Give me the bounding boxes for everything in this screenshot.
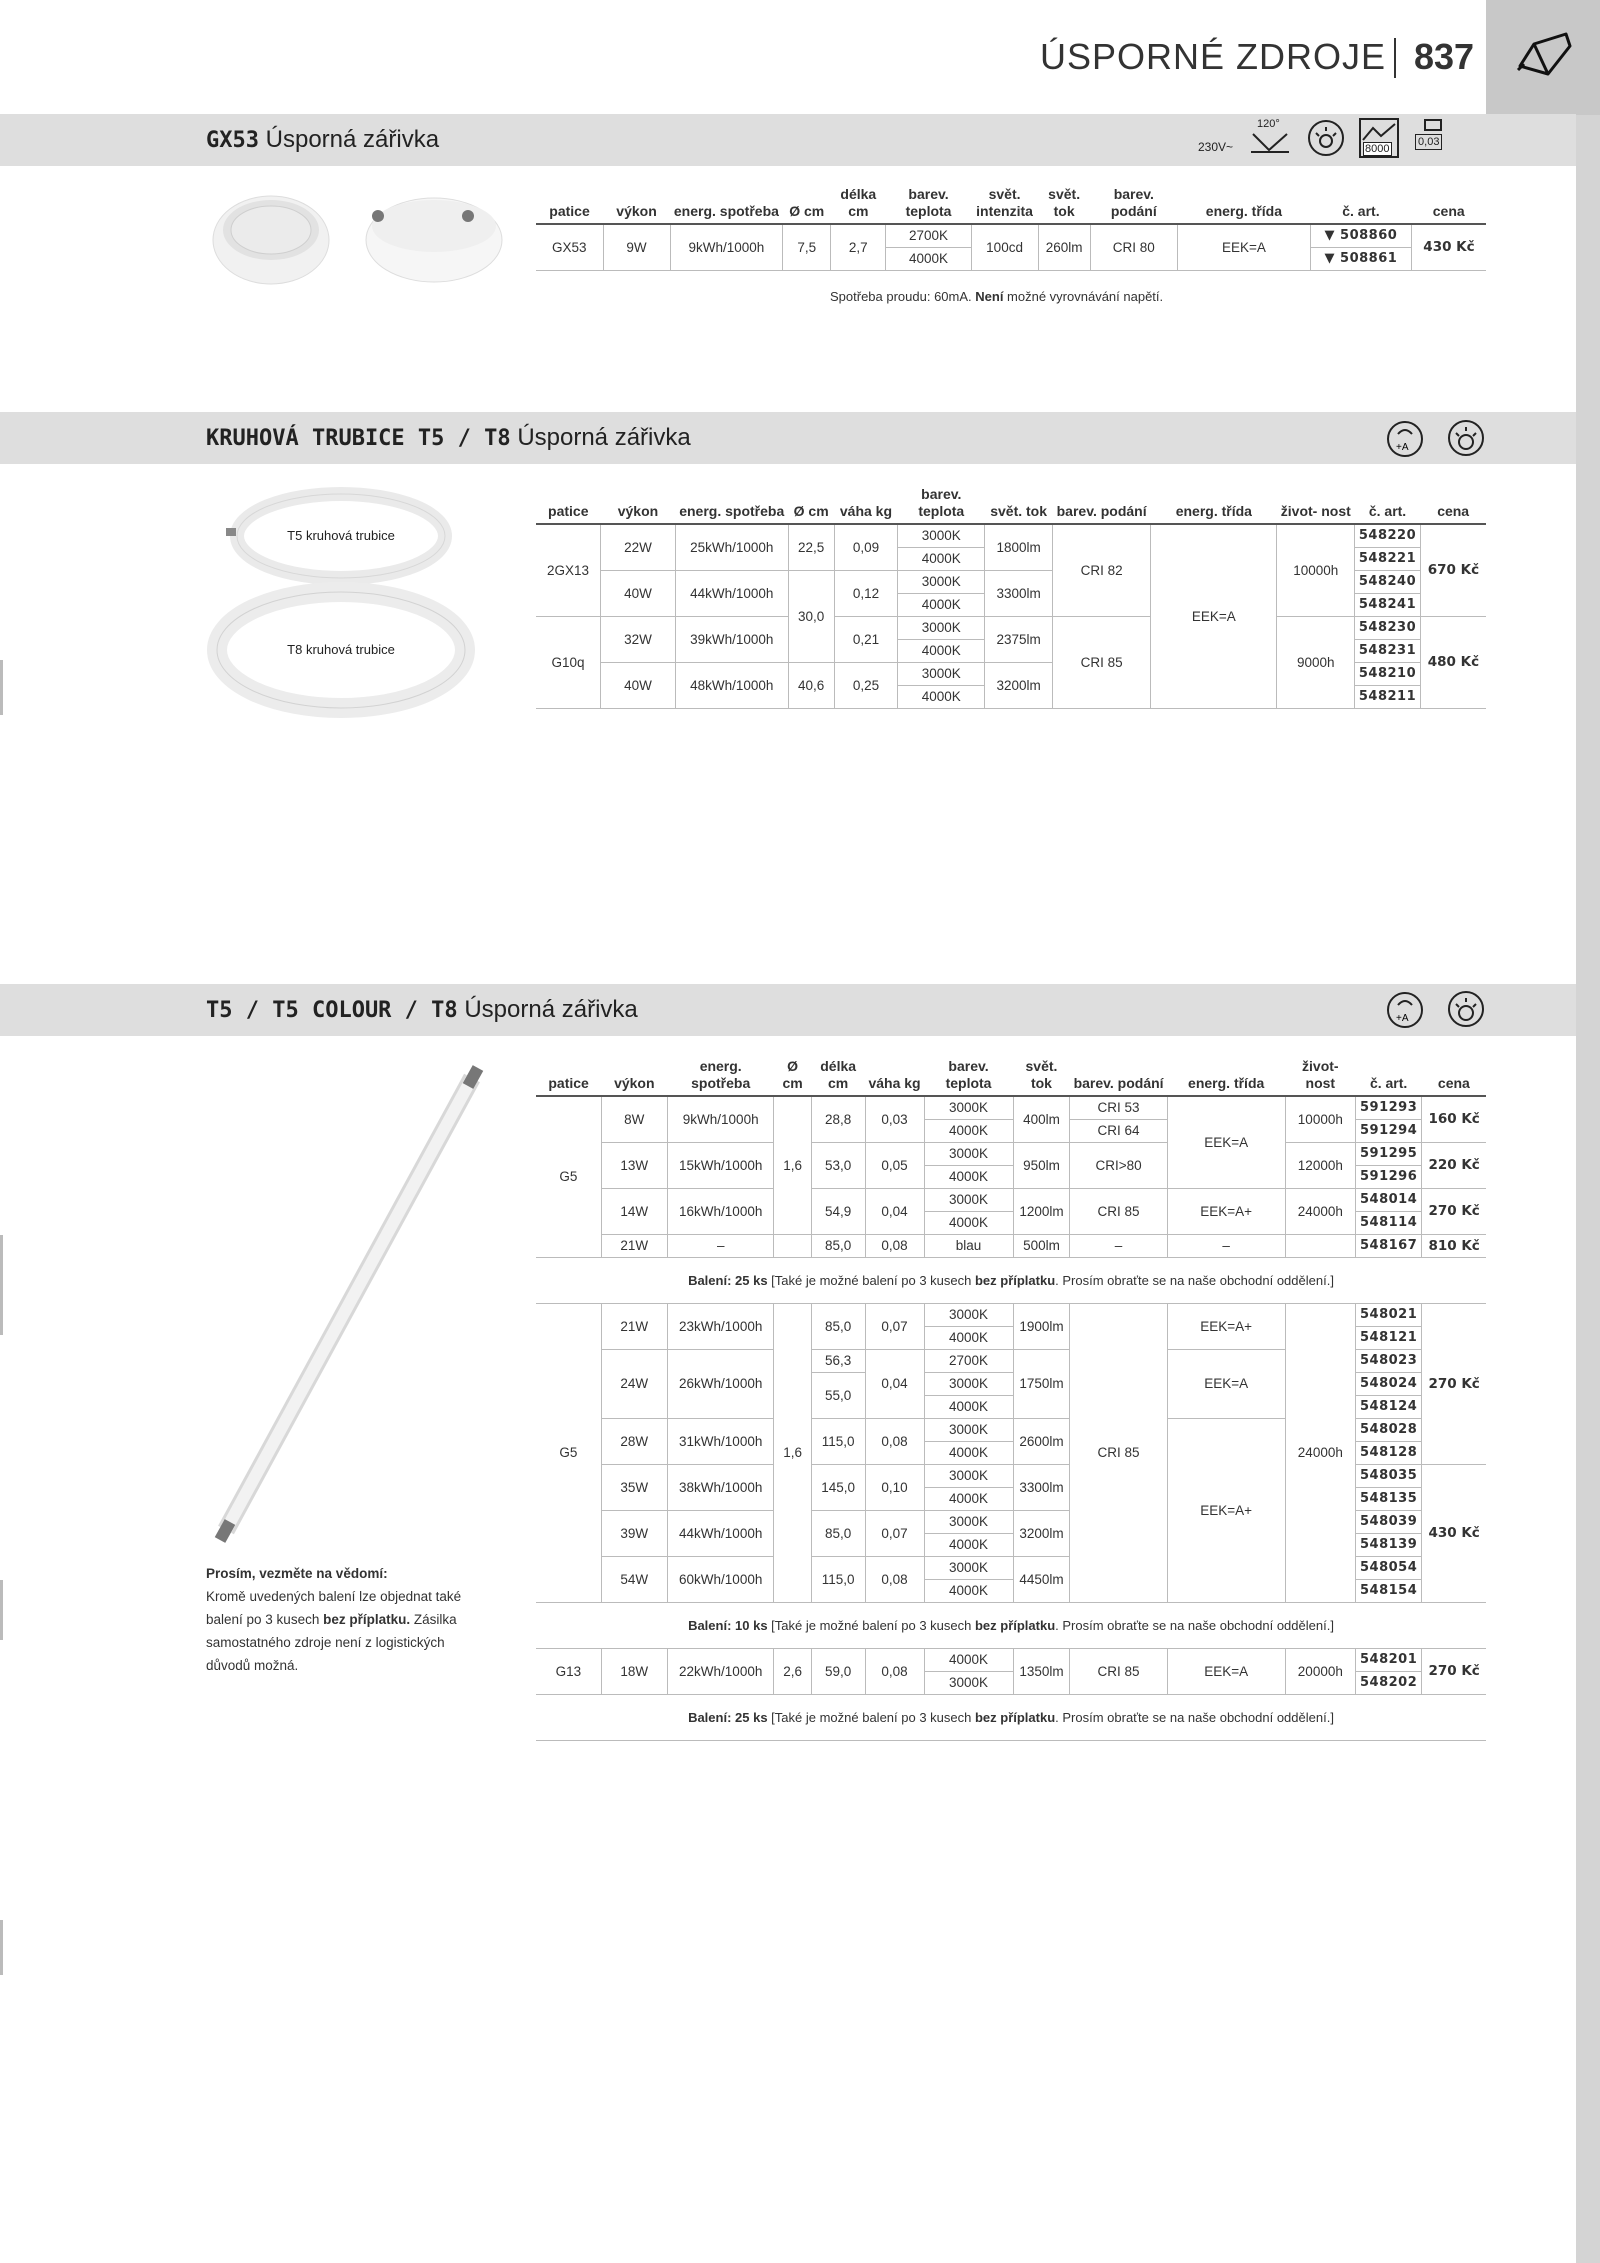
page-title: ÚSPORNÉ ZDROJE bbox=[1039, 36, 1386, 77]
table-row: 24W 26kWh/1000h 56,3 0,04 2700K 1750lm EEK=A 548023 bbox=[536, 1349, 1486, 1372]
voltage-label: 230V~ bbox=[1198, 140, 1234, 154]
side-mark bbox=[0, 1920, 3, 1975]
gx53-spec-table bbox=[536, 184, 1486, 271]
table-header: patice výkon energ. spotřeba Ø cm délka cm barev. teplota svět. intenzita svět. tok barev. podání energ. třída č. art. cena bbox=[536, 184, 1486, 224]
side-mark bbox=[0, 1235, 3, 1335]
table-row: 4000K 548121 bbox=[536, 1326, 1486, 1349]
table-row: 4000K 591296 bbox=[536, 1165, 1486, 1188]
table-row: 4000K 548231 bbox=[536, 639, 1486, 662]
product-icons bbox=[1198, 118, 1453, 158]
section-title: T5 / T5 COLOUR / T8 Úsporná zářivka bbox=[206, 996, 638, 1023]
page-edge bbox=[1576, 0, 1600, 2263]
linear-tube-image bbox=[206, 1064, 496, 1544]
table-note-row: Balení: 25 ks [Také je možné balení po 3 kusech bez příplatku. Prosím obraťte se na naše obchodní oddělení.] bbox=[536, 1694, 1486, 1740]
table-row: 35W 38kWh/1000h 145,0 0,10 3000K 3300lm 548035 430 Kč bbox=[536, 1464, 1486, 1487]
table-note-row: Balení: 25 ks [Také je možné balení po 3 kusech bez příplatku. Prosím obraťte se na naše obchodní oddělení.] bbox=[536, 1257, 1486, 1303]
section-title: KRUHOVÁ TRUBICE T5 / T8 Úsporná zářivka bbox=[206, 424, 691, 451]
dimmable-icon bbox=[1386, 420, 1424, 458]
table-row: 4000K 548128 bbox=[536, 1441, 1486, 1464]
section-header-circular bbox=[0, 412, 1576, 464]
section-header-t5-t8 bbox=[0, 984, 1576, 1036]
table-row: 4000K 548124 bbox=[536, 1395, 1486, 1418]
circular-spec-table bbox=[536, 484, 1486, 709]
gx53-note: Spotřeba proudu: 60mA. Není možné vyrovnávání napětí. bbox=[830, 289, 1164, 304]
table-row: G5 8W 9kWh/1000h 1,6 28,8 0,03 3000K 400lm CRI 53 EEK=A 10000h 591293 160 Kč bbox=[536, 1096, 1486, 1119]
side-mark bbox=[0, 1580, 3, 1640]
section-title: GX53 Úsporná zářivka bbox=[206, 126, 440, 153]
table-row: 4000K 548139 bbox=[536, 1533, 1486, 1556]
new-marker-icon: ▼ bbox=[1324, 251, 1341, 266]
table-header: patice výkon energ. spotřeba Ø cm délka cm váha kg barev. teplota svět. tok barev. podání energ. třída život- nost č. art. cena bbox=[536, 1056, 1486, 1096]
corner-tab bbox=[1486, 0, 1600, 115]
svg-text:+A: +A bbox=[1396, 442, 1409, 453]
table-row: GX53 9W 9kWh/1000h 7,5 2,7 2700K 100cd 260lm CRI 80 EEK=A ▼ 508860 430 Kč bbox=[536, 224, 1486, 247]
table-row: 4000K 548211 bbox=[536, 685, 1486, 708]
table-row: 40W 44kWh/1000h 30,0 0,12 3000K 3300lm 548240 bbox=[536, 570, 1486, 593]
table-row: G10q 32W 39kWh/1000h 0,21 3000K 2375lm CRI 85 9000h 548230 480 Kč bbox=[536, 616, 1486, 639]
table-row: 28W 31kWh/1000h 115,0 0,08 3000K 2600lm EEK=A+ 548028 bbox=[536, 1418, 1486, 1441]
table-row: 14W 16kWh/1000h 54,9 0,04 3000K 1200lm CRI 85 EEK=A+ 24000h 548014 270 Kč bbox=[536, 1188, 1486, 1211]
table-row: 21W – 85,0 0,08 blau 500lm – – 548167 810 Kč bbox=[536, 1234, 1486, 1257]
lifetime-icon: 8000 bbox=[1359, 118, 1399, 158]
dimmable-icon bbox=[1386, 991, 1424, 1029]
bulb-glow-icon bbox=[1307, 119, 1345, 157]
title-divider bbox=[1394, 38, 1396, 78]
side-mark bbox=[0, 660, 3, 715]
table-row: 13W 15kWh/1000h 53,0 0,05 3000K 950lm CRI>80 12000h 591295 220 Kč bbox=[536, 1142, 1486, 1165]
table-row: G13 18W 22kWh/1000h 2,6 59,0 0,08 4000K 1350lm CRI 85 EEK=A 20000h 548201 270 Kč bbox=[536, 1648, 1486, 1671]
standby-power-icon: 0,03 bbox=[1413, 118, 1453, 158]
beam-angle-icon: 120° bbox=[1247, 118, 1293, 158]
table-header: patice výkon energ. spotřeba Ø cm váha kg barev. teplota svět. tok barev. podání energ. třída život- nost č. art. cena bbox=[536, 484, 1486, 524]
bulb-glow-icon bbox=[1446, 418, 1486, 458]
table-note-row: Balení: 10 ks [Také je možné balení po 3 kusech bez příplatku. Prosím obraťte se na naše obchodní oddělení.] bbox=[536, 1602, 1486, 1648]
gx53-product-image bbox=[206, 184, 506, 286]
table-row: G5 21W 23kWh/1000h 1,6 85,0 0,07 3000K 1900lm CRI 85 EEK=A+ 24000h 548021 270 Kč bbox=[536, 1303, 1486, 1326]
table-row: 40W 48kWh/1000h 40,6 0,25 3000K 3200lm 548210 bbox=[536, 662, 1486, 685]
table-row: 55,0 3000K 548024 bbox=[536, 1372, 1486, 1395]
notice-box: Prosím, vezměte na vědomí: Kromě uvedených balení lze objednat také balení po 3 kusech bez příplatku. Zásilka samostatného zdroje není z logistických důvodů možná. bbox=[206, 1562, 486, 1677]
page-number: 837 bbox=[1414, 36, 1475, 77]
notice-heading: Prosím, vezměte na vědomí: bbox=[206, 1566, 388, 1581]
table-row: 39W 44kWh/1000h 85,0 0,07 3000K 3200lm 548039 bbox=[536, 1510, 1486, 1533]
table-row: 4000K 548114 bbox=[536, 1211, 1486, 1234]
table-row: 3000K 548202 bbox=[536, 1671, 1486, 1694]
table-row: 4000K 548154 bbox=[536, 1579, 1486, 1602]
t5-label: T5 kruhová trubice bbox=[287, 528, 395, 543]
t5-spec-table bbox=[536, 1056, 1486, 1741]
table-row: 4000K ▼ 508861 bbox=[536, 247, 1486, 270]
lamp-icon bbox=[1514, 24, 1574, 84]
table-row: 4000K 548241 bbox=[536, 593, 1486, 616]
svg-text:+A: +A bbox=[1396, 1013, 1409, 1024]
table-row: 2GX13 22W 25kWh/1000h 22,5 0,09 3000K 1800lm CRI 82 EEK=A 10000h 548220 670 Kč bbox=[536, 524, 1486, 547]
table-row: 4000K 548221 bbox=[536, 547, 1486, 570]
circular-tube-image bbox=[206, 486, 476, 718]
table-row: 4000K CRI 64 591294 bbox=[536, 1119, 1486, 1142]
table-row: 54W 60kWh/1000h 115,0 0,08 3000K 4450lm 548054 bbox=[536, 1556, 1486, 1579]
new-marker-icon: ▼ bbox=[1324, 228, 1341, 244]
t8-label: T8 kruhová trubice bbox=[287, 642, 395, 657]
bulb-glow-icon bbox=[1446, 989, 1486, 1029]
table-row: 4000K 548135 bbox=[536, 1487, 1486, 1510]
